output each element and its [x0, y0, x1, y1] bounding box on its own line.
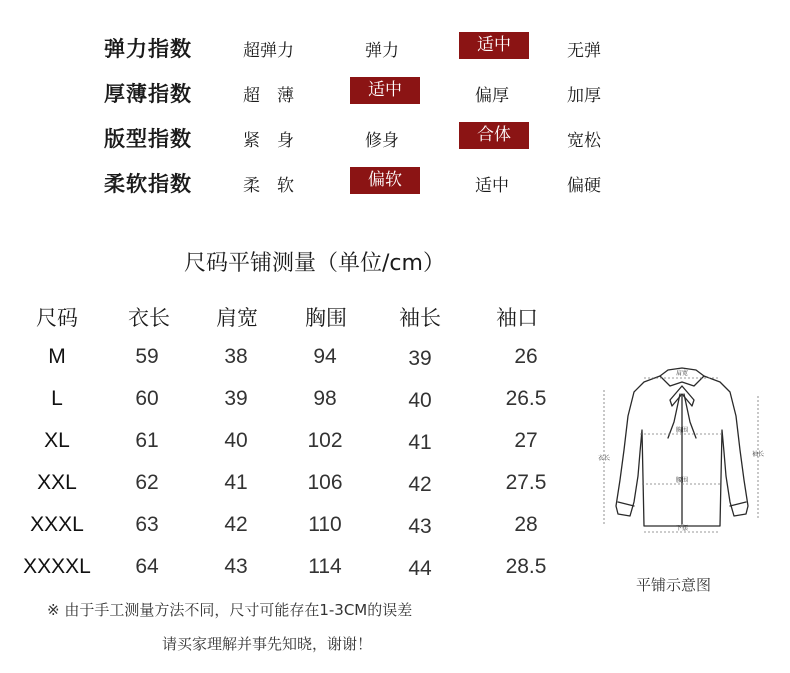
table-header: 衣长	[128, 306, 170, 330]
index-option-selected: 适中	[459, 32, 529, 59]
index-option-selected: 偏软	[350, 167, 420, 194]
table-cell: 61	[135, 429, 159, 452]
index-option: 加厚	[567, 86, 601, 106]
table-cell: 28.5	[505, 555, 547, 578]
table-header: 胸围	[305, 306, 347, 330]
table-cell: 64	[135, 555, 159, 578]
table-header: 袖长	[399, 306, 441, 330]
table-cell-size: XXL	[37, 471, 77, 494]
table-cell: 102	[307, 429, 343, 452]
table-cell: 27	[514, 429, 538, 452]
index-label-thickness: 厚薄指数	[104, 82, 192, 106]
table-cell: 44	[408, 557, 432, 580]
table-cell: 42	[224, 513, 248, 536]
table-cell-size: L	[51, 387, 63, 410]
table-cell: 63	[135, 513, 159, 536]
disclaimer-line-2: 请买家理解并事先知晓，谢谢！	[162, 635, 373, 653]
index-option: 弹力	[365, 41, 399, 61]
table-cell: 28	[514, 513, 538, 536]
table-header: 尺码	[36, 306, 78, 330]
index-option: 超弹力	[243, 41, 294, 61]
label-shoulder: 肩宽	[675, 370, 689, 377]
table-cell: 40	[408, 389, 432, 412]
table-header: 肩宽	[216, 306, 258, 330]
flat-lay-diagram	[582, 356, 778, 540]
table-cell: 40	[224, 429, 248, 452]
index-option: 无弹	[567, 41, 601, 61]
index-option: 柔 软	[243, 176, 294, 196]
table-cell: 27.5	[505, 471, 547, 494]
table-cell: 38	[224, 345, 248, 368]
index-option: 超 薄	[243, 86, 294, 106]
table-cell: 59	[135, 345, 159, 368]
disclaimer-line-1: ※ 由于手工测量方法不同，尺寸可能存在1-3CM的误差	[47, 601, 413, 619]
table-cell: 114	[308, 555, 342, 578]
table-cell: 43	[224, 555, 248, 578]
table-cell: 43	[408, 515, 432, 538]
table-cell: 60	[135, 387, 159, 410]
index-option: 紧 身	[243, 131, 294, 151]
label-waist: 腰围	[675, 477, 689, 484]
label-sleeve: 袖长	[751, 451, 765, 458]
index-label-softness: 柔软指数	[104, 172, 192, 196]
table-cell: 62	[135, 471, 159, 494]
table-cell: 39	[408, 347, 432, 370]
index-option: 偏厚	[475, 86, 509, 106]
table-cell-size: XL	[44, 429, 70, 452]
table-cell-size: XXXXL	[23, 555, 91, 578]
index-label-elasticity: 弹力指数	[104, 37, 192, 61]
index-option: 偏硬	[567, 176, 601, 196]
table-cell: 41	[224, 471, 248, 494]
index-option: 适中	[475, 176, 509, 196]
size-table-title: 尺码平铺测量（单位/cm）	[184, 251, 445, 276]
table-cell: 26.5	[505, 387, 547, 410]
index-option: 修身	[365, 131, 399, 151]
index-option: 宽松	[567, 131, 601, 151]
diagram-caption: 平铺示意图	[636, 576, 712, 594]
table-cell: 106	[307, 471, 343, 494]
table-cell: 39	[224, 387, 248, 410]
table-cell: 26	[514, 345, 538, 368]
table-cell: 94	[313, 345, 337, 368]
table-cell: 41	[408, 431, 432, 454]
index-option-selected: 合体	[459, 122, 529, 149]
table-cell: 42	[408, 473, 432, 496]
label-chest: 胸围	[675, 427, 689, 434]
table-cell: 110	[308, 513, 342, 536]
table-cell-size: M	[48, 345, 66, 368]
table-header: 袖口	[496, 306, 538, 330]
index-label-fit: 版型指数	[104, 127, 192, 151]
table-cell: 98	[313, 387, 337, 410]
label-length: 衣长	[597, 455, 611, 462]
label-hem: 下摆	[675, 525, 689, 532]
index-option-selected: 适中	[350, 77, 420, 104]
table-cell-size: XXXL	[30, 513, 84, 536]
